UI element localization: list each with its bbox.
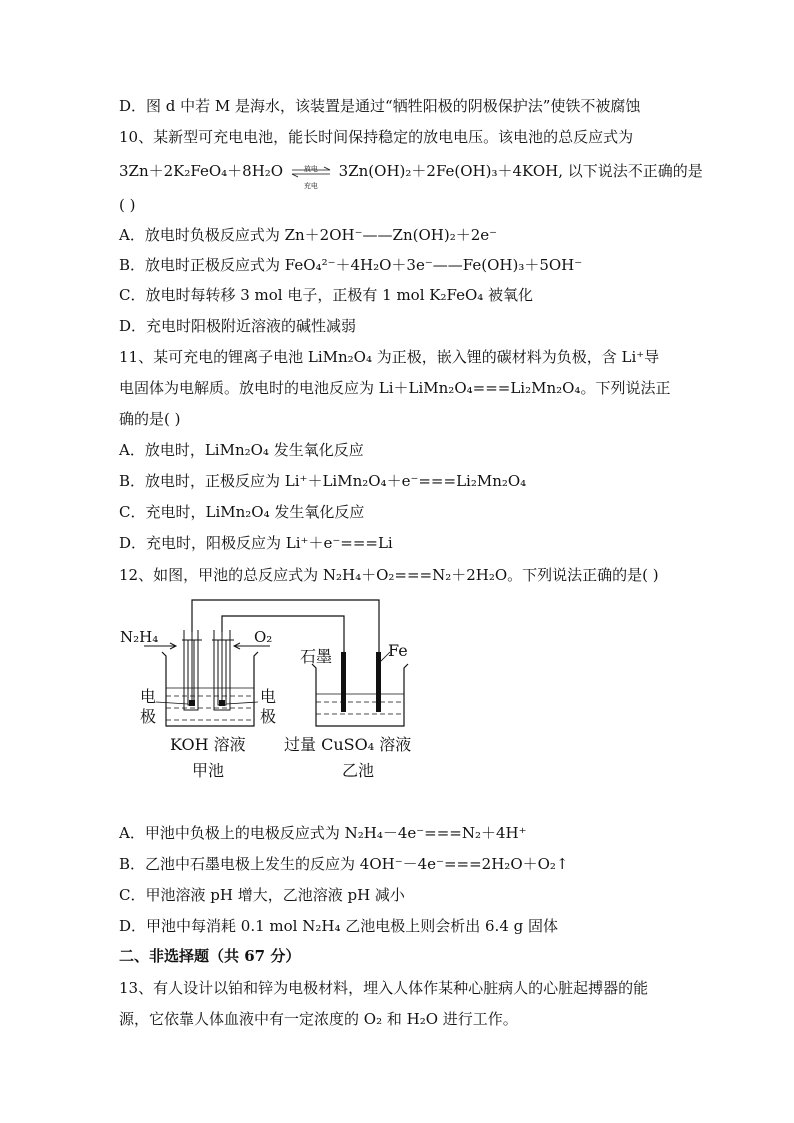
- q10-option-d: D．充电时阳极附近溶液的碱性减弱: [119, 317, 357, 335]
- electrode-left: [189, 700, 195, 706]
- q10-option-b: B．放电时正极反应式为 FeO₄²⁻＋4H₂O＋3e⁻——Fe(OH)₃＋5OH⁻: [119, 256, 583, 274]
- label-o2: O₂: [254, 628, 273, 646]
- label-cuso4-solution: 过量 CuSO₄ 溶液: [284, 735, 412, 754]
- arrow-label-charge: 充电: [303, 182, 318, 190]
- arrow-label-discharge: 放电: [303, 165, 318, 173]
- q10-eq-right: 3Zn(OH)₂＋2Fe(OH)₃＋4KOH,: [338, 162, 563, 180]
- q11-option-b: B．放电时，正极反应为 Li⁺＋LiMn₂O₄＋e⁻===Li₂Mn₂O₄: [119, 472, 527, 490]
- label-electrode-right-1: 电: [260, 687, 277, 706]
- electrode-right: [219, 700, 225, 706]
- q10-option-c: C．放电时每转移 3 mol 电子，正极有 1 mol K₂FeO₄ 被氧化: [119, 286, 534, 304]
- label-electrode-right-2: 极: [260, 707, 277, 726]
- electrolysis-diagram: [112, 590, 442, 790]
- q10-stem: 10、某新型可充电电池，能长时间保持稳定的放电电压。该电池的总反应式为: [119, 128, 634, 146]
- q11-stem-line1: 11、某可充电的锂离子电池 LiMn₂O₄ 为正极，嵌入锂的碳材料为负极，含 Li⁺导: [119, 348, 660, 366]
- q10-answer-paren: ( ): [119, 196, 136, 214]
- wire-outer: [192, 600, 379, 660]
- q12-option-c: C．甲池溶液 pH 增大，乙池溶液 pH 减小: [119, 886, 405, 904]
- q10-eq-left: 3Zn＋2K₂FeO₄＋8H₂O: [119, 162, 284, 180]
- q11-option-d: D．充电时，阳极反应为 Li⁺＋e⁻===Li: [119, 534, 393, 552]
- q13-line1: 13、有人设计以铂和锌为电极材料，埋入人体作某种心脏病人的心脏起搏器的能: [119, 979, 649, 997]
- beaker-b: [312, 664, 408, 726]
- q12-option-a: A．甲池中负极上的电极反应式为 N₂H₄－4e⁻===N₂＋4H⁺: [119, 824, 527, 842]
- q10-equation: [119, 161, 703, 190]
- q11-stem-line3: 确的是( ): [119, 410, 181, 428]
- q10-eq-tail: 以下说法不正确的是: [567, 162, 703, 180]
- q12-option-d: D．甲池中每消耗 0.1 mol N₂H₄ 乙池电极上则会析出 6.4 g 固体: [119, 917, 559, 935]
- q11-option-c: C．充电时，LiMn₂O₄ 发生氧化反应: [119, 503, 365, 521]
- q11-option-a: A．放电时，LiMn₂O₄ 发生氧化反应: [119, 441, 364, 459]
- label-electrode-left-2: 极: [140, 707, 157, 726]
- beaker-a: [162, 652, 258, 726]
- label-koh-solution: KOH 溶液: [170, 735, 246, 754]
- label-electrode-left-1: 电: [140, 687, 157, 706]
- label-pool-a: 甲池: [192, 761, 225, 780]
- electrode-fe: [376, 652, 381, 712]
- q11-stem-line2: 电固体为电解质。放电时的电池反应为 Li＋LiMn₂O₄===Li₂Mn₂O₄。下列说法正: [119, 379, 671, 397]
- label-n2h4: N₂H₄: [120, 628, 159, 646]
- q9-option-d: D．图 d 中若 M 是海水，该装置是通过“牺牲阳极的阴极保护法”使铁不被腐蚀: [119, 97, 641, 115]
- q12-option-b: B．乙池中石墨电极上发生的反应为 4OH⁻－4e⁻===2H₂O＋O₂↑: [119, 855, 569, 873]
- label-graphite: 石墨: [300, 647, 333, 666]
- q12-stem: 12、如图，甲池的总反应式为 N₂H₄＋O₂===N₂＋2H₂O。下列说法正确的是( ): [119, 566, 659, 584]
- reversible-arrow-icon: [290, 161, 332, 190]
- q10-option-a: A．放电时负极反应式为 Zn＋2OH⁻——Zn(OH)₂＋2e⁻: [119, 226, 498, 244]
- q13-line2: 源，它依靠人体血液中有一定浓度的 O₂ 和 H₂O 进行工作。: [119, 1010, 518, 1028]
- label-pool-b: 乙池: [342, 761, 375, 780]
- electrode-graphite: [341, 652, 346, 712]
- label-fe: Fe: [388, 641, 408, 660]
- section-title-nonchoice: 二、非选择题（共 67 分）: [119, 947, 301, 965]
